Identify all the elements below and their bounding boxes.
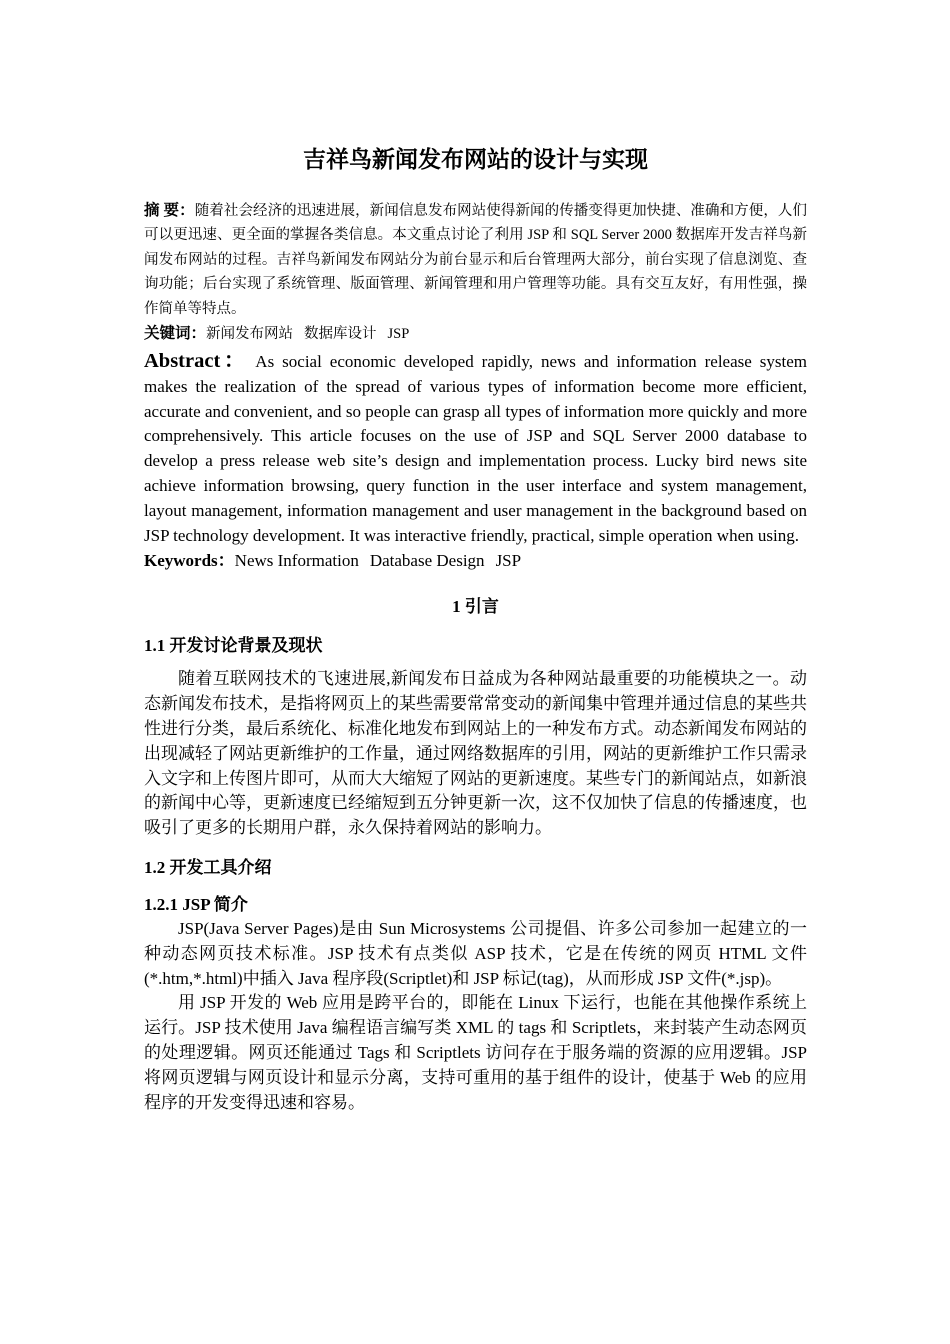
section-1-2-1-heading: 1.2.1 JSP 简介 bbox=[144, 894, 248, 914]
keyword-cn-1: 新闻发布网站 bbox=[206, 326, 294, 343]
abstract-en bbox=[144, 349, 807, 548]
keyword-cn-3: JSP bbox=[387, 326, 410, 343]
abstract-cn bbox=[144, 199, 807, 321]
keywords-cn-label: 关键词： bbox=[144, 325, 207, 343]
keyword-en-2: Database Design bbox=[369, 551, 485, 571]
document-body bbox=[144, 143, 807, 1115]
keyword-en-3: JSP bbox=[495, 551, 522, 571]
section-1-2-heading: 1.2 开发工具介绍 bbox=[144, 857, 272, 877]
section-1-2-1-paragraph-2: 用 JSP 开发的 Web 应用是跨平台的，即能在 Linux 下运行，也能在其他操作系统上运行。JSP 技术使用 Java 编程语言编写类 XML 的 tags 和 Scriptlets，来封装产生动态网页的处理逻辑。网页还能通过 Tags 和 Scriptlets 访问存在于服务端的资源的应用逻辑。JSP 将网页逻辑与网页设计和显示分离，支持可重用的基于组件的设计，使基于 Web 的应用程序的开发变得迅速和容易。 bbox=[144, 993, 807, 1112]
section-1-heading: 1 引言 bbox=[452, 597, 499, 617]
keywords-en-label: Keywords： bbox=[144, 551, 235, 571]
keywords-cn bbox=[144, 321, 807, 347]
abstract-cn-text: 随着社会经济的迅速进展，新闻信息发布网站使得新闻的传播变得更加快捷、准确和方便，人们可以更迅速、更全面的掌握各类信息。本文重点讨论了利用 JSP 和 SQL Server 2000 数据库开发吉祥鸟新闻发布网站的过程。吉祥鸟新闻发布网站分为前台显示和后台管理两大部分，前台实现了信息浏览、查询功能；后台实现了系统管理、版面管理、新闻管理和用户管理等功能。具有交互友好，有用性强，操作简单等特点。 bbox=[144, 203, 807, 317]
section-1-1-heading: 1.1 开发讨论背景及现状 bbox=[144, 636, 323, 656]
keyword-en-1: News Information bbox=[234, 551, 359, 571]
abstract-en-text: As social economic developed rapidly, news and information release system makes the realization of the spread of various types of information become more efficient, accurate and convenient, and so people can grasp all types of information more quickly and more comprehensively. This article focuses on the use of JSP and SQL Server 2000 database to develop a press release web site’s design and implementation process. Lucky bird news site achieve information browsing, query function in the user interface and system management, layout management, information management and user management in the background based on JSP technology development. It was interactive friendly, practical, simple operation when using. bbox=[144, 352, 808, 545]
abstract-en-label: Abstract： bbox=[144, 350, 249, 373]
keywords-en bbox=[144, 548, 807, 573]
abstract-cn-label: 摘 要： bbox=[144, 202, 195, 219]
section-1-2-1-paragraph-1: JSP(Java Server Pages)是由 Sun Microsystems 公司提倡、许多公司参加一起建立的一种动态网页技术标准。JSP 技术有点类似 ASP 技术，它是在传统的网页 HTML 文件(*.htm,*.html)中插入 Java 程序段(Scriptlet)和 JSP 标记(tag)，从而形成 JSP 文件(*.jsp)。 bbox=[144, 918, 807, 988]
section-1-1-paragraph: 随着互联网技术的飞速进展,新闻发布日益成为各种网站最重要的功能模块之一。动态新闻发布技术，是指将网页上的某些需要常常变动的新闻集中管理并通过信息的某些共性进行分类，最后系统化、标准化地发布到网站上的一种发布方式。动态新闻发布网站的出现减轻了网站更新维护的工作量，通过网络数据库的引用，网站的更新维护工作只需录入文字和上传图片即可，从而大大缩短了网站的更新速度。某些专门的新闻站点，如新浪的新闻中心等，更新速度已经缩短到五分钟更新一次，这不仅加快了信息的传播速度，也吸引了更多的长期用户群，永久保持着网站的影响力。 bbox=[144, 669, 807, 838]
paper-title: 吉祥鸟新闻发布网站的设计与实现 bbox=[303, 147, 648, 172]
keyword-cn-2: 数据库设计 bbox=[304, 326, 377, 343]
